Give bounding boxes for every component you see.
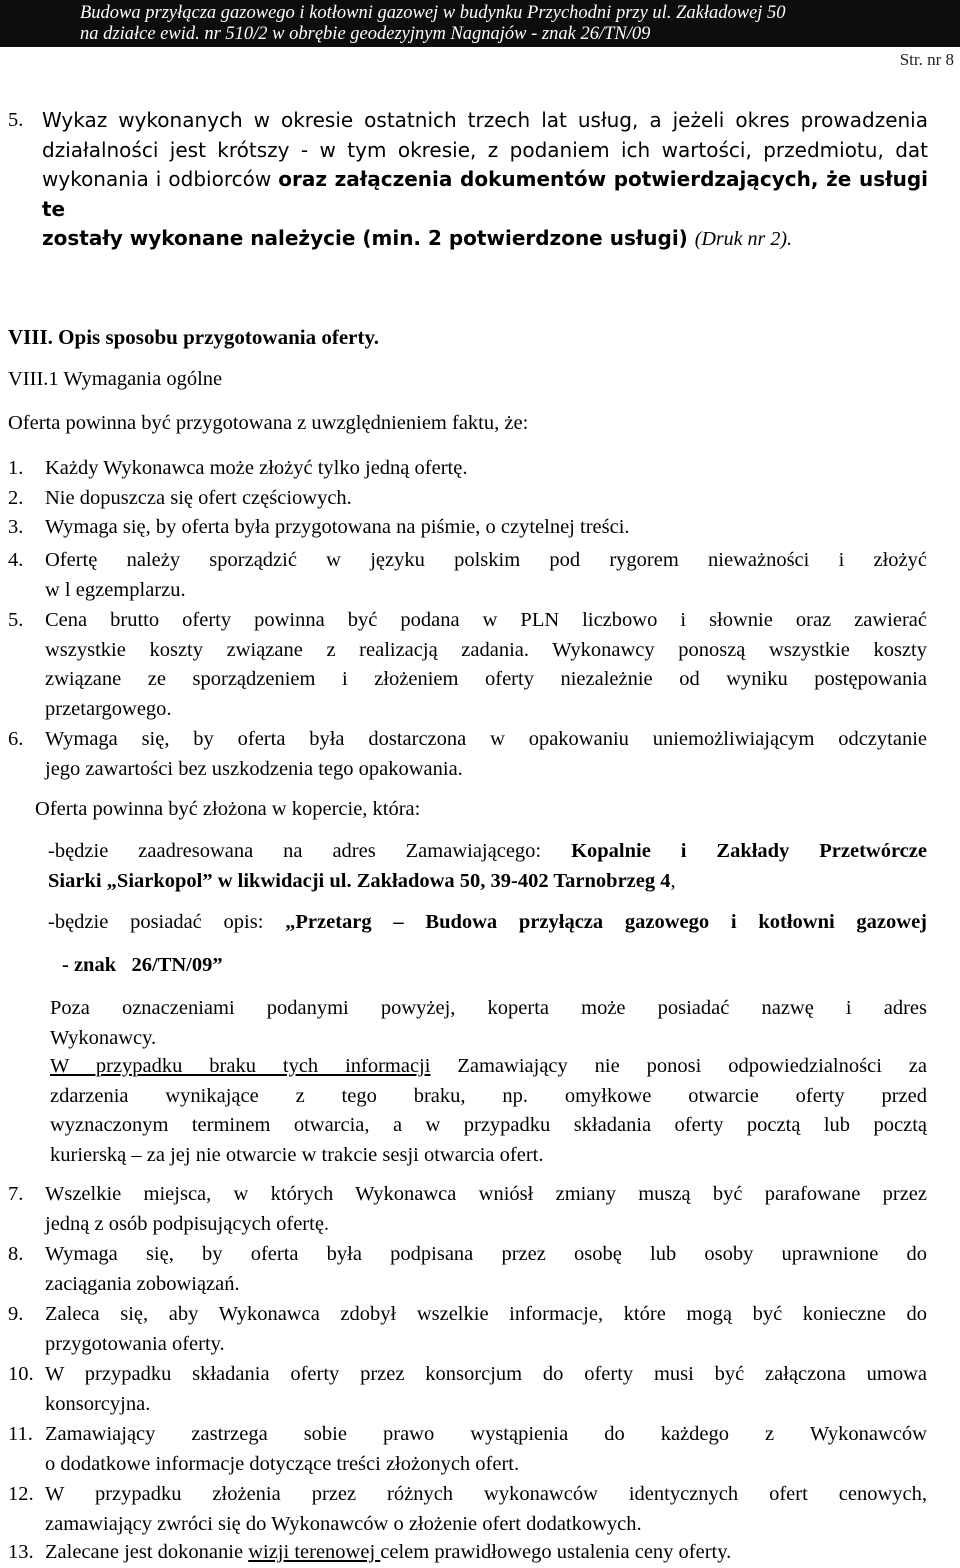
list-number: 11. <box>8 1423 33 1445</box>
list-item-9: Zaleca się, aby Wykonawca zdobył wszelkie informacje, które mogą być konieczne do przygotowania oferty. <box>45 1303 927 1355</box>
list-number: 5. <box>8 609 24 631</box>
envelope-reference: - znak 26/TN/09” <box>62 954 223 976</box>
item-5-number: 5. <box>8 109 24 131</box>
list-item-2: Nie dopuszcza się ofert częściowych. <box>45 487 352 509</box>
list-number: 4. <box>8 549 24 571</box>
list-item-4: Ofertę należy sporządzić w języku polskim pod rygorem nieważności i złożyć w l egzemplarzu. <box>45 549 927 601</box>
envelope-address: -będzie zaadresowana na adres Zamawiającego: Kopalnie i Zakłady Przetwórcze Siarki „Siarkopol” w likwidacji ul. Zakładowa 50, 39-402 Tarnobrzeg 4, <box>48 840 927 892</box>
list-number: 13. <box>8 1541 34 1563</box>
list-number: 12. <box>8 1483 34 1505</box>
list-item-11: Zamawiający zastrzega sobie prawo wystąpienia do każdego z Wykonawców o dodatkowe informacje dotyczące treści złożonych ofert. <box>45 1423 927 1475</box>
list-number: 7. <box>8 1183 24 1205</box>
envelope-intro: Oferta powinna być złożona w kopercie, która: <box>35 798 421 820</box>
list-item-8: Wymaga się, by oferta była podpisana przez osobę lub osoby uprawnione do zaciągania zobowiązań. <box>45 1243 927 1295</box>
list-item-7: Wszelkie miejsca, w których Wykonawca wniósł zmiany muszą być parafowane przez jedną z osób podpisujących ofertę. <box>45 1183 927 1235</box>
section-intro: Oferta powinna być przygotowana z uwzględnieniem faktu, że: <box>8 412 529 434</box>
list-number: 3. <box>8 516 24 538</box>
item-5-text: Wykaz wykonanych w okresie ostatnich trzech lat usług, a jeżeli okres prowadzenia działalności jest krótszy - w tym okresie, z podaniem ich wartości, przedmiotu, dat wykonania i odbiorców oraz załączenia dokumentów potwierdzających, że usługi te zostały wykonane należycie (min. 2 potwierdzone usługi) (Druk nr 2). <box>42 108 928 250</box>
list-number: 10. <box>8 1363 34 1385</box>
envelope-description: -będzie posiadać opis: „Przetarg – Budowa przyłącza gazowego i kotłowni gazowej <box>48 911 927 933</box>
header-title-line2: na działce ewid. nr 510/2 w obrębie geodezyjnym Nagnajów - znak 26/TN/09 <box>80 24 651 44</box>
section-subtitle: VIII.1 Wymagania ogólne <box>8 368 223 390</box>
envelope-note-2: W przypadku braku tych informacji Zamawiający nie ponosi odpowiedzialności za zdarzenia wynikające z tego braku, np. omyłkowe otwarcie oferty przed wyznaczonym terminem otwarcia, a w przypadku składania oferty pocztą lub pocztą kurierską – za jej nie otwarcie w trakcie sesji otwarcia ofert. <box>50 1055 927 1166</box>
section-title: VIII. Opis sposobu przygotowania oferty. <box>8 325 380 349</box>
list-item-6: Wymaga się, by oferta była dostarczona w opakowaniu uniemożliwiającym odczytanie jego zawartości bez uszkodzenia tego opakowania. <box>45 728 927 780</box>
list-number: 8. <box>8 1243 24 1265</box>
list-item-3: Wymaga się, by oferta była przygotowana na piśmie, o czytelnej treści. <box>45 516 630 538</box>
list-number: 1. <box>8 457 24 479</box>
list-item-1: Każdy Wykonawca może złożyć tylko jedną ofertę. <box>45 457 468 479</box>
document-header <box>0 0 960 47</box>
page-number: Str. nr 8 <box>899 50 954 69</box>
envelope-note-1: Poza oznaczeniami podanymi powyżej, koperta może posiadać nazwę i adres Wykonawcy. <box>50 997 927 1049</box>
list-item-12: W przypadku złożenia przez różnych wykonawców identycznych ofert cenowych, zamawiający zwróci się do Wykonawców o złożenie ofert dodatkowych. <box>45 1483 927 1535</box>
list-number: 9. <box>8 1303 24 1325</box>
header-title-line1: Budowa przyłącza gazowego i kotłowni gazowej w budynku Przychodni przy ul. Zakładowej 50 <box>80 3 786 23</box>
list-item-13: Zalecane jest dokonanie wizji terenowej celem prawidłowego ustalenia ceny oferty. <box>45 1541 732 1563</box>
list-number: 2. <box>8 487 24 509</box>
list-item-5: Cena brutto oferty powinna być podana w PLN liczbowo i słownie oraz zawierać wszystkie koszty związane z realizacją zadania. Wykonawcy ponoszą wszystkie koszty związane ze sporządzeniem i złożeniem oferty niezależnie od wyniku postępowania przetargowego. <box>45 609 927 720</box>
list-number: 6. <box>8 728 24 750</box>
list-item-10: W przypadku składania oferty przez konsorcjum do oferty musi być załączona umowa konsorcyjna. <box>45 1363 927 1415</box>
